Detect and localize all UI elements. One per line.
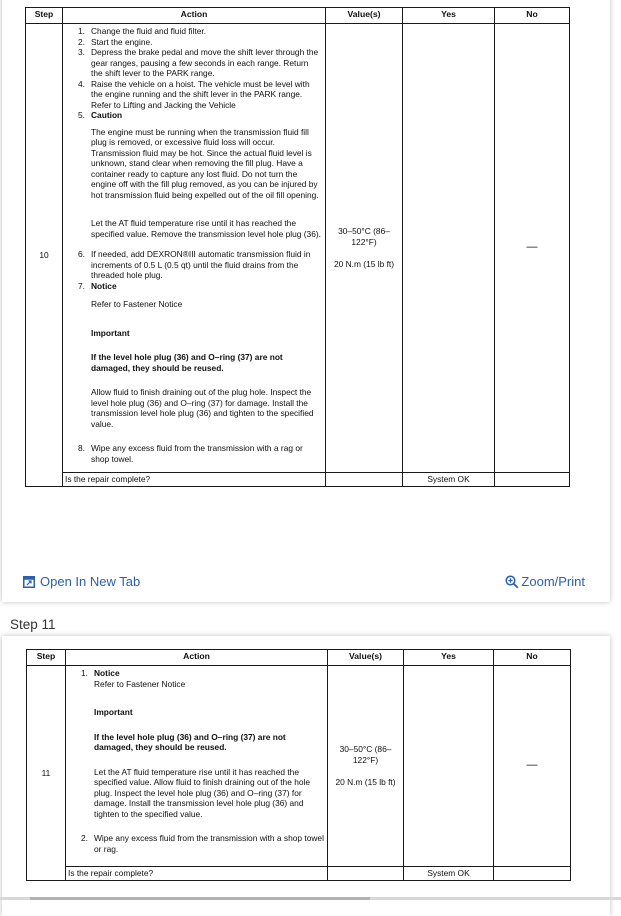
yes-cell: [404, 666, 494, 867]
action-cell: [66, 666, 328, 867]
table-row: [26, 24, 570, 473]
question-row: [27, 867, 571, 881]
fastener-reference: Refer to Fastener Notice: [94, 678, 186, 689]
caution-text: The engine must be running when the transmission fluid fill plug is removed, or excessive fluid loss will occur. Transmission fluid may be hot. Since the actual fluid level is unknown, stand clear when removing the fill plug. Have a container ready to capture any lost fluid. Do not turn the engine off with the fill plug removed, as you can be injured by hot transmission fluid being expelled out of the oil fill opening.: [91, 126, 319, 200]
step11-heading: Step 11: [10, 617, 56, 632]
step-number: 10: [26, 24, 63, 487]
link-bar: [23, 572, 585, 592]
important-text: If the level hole plug (36) and O–ring (37) are not damaged, they should be reused.: [94, 731, 286, 752]
list-item: 6. If needed, add DEXRON®III automatic transmission fluid in increments of 0.5 L (0.5 qt) until the fluid drains from the threaded hole plug.: [78, 249, 311, 280]
temperature-value: 30–50°C (86–122°F): [339, 744, 392, 765]
header-action: Action: [63, 8, 326, 24]
values-cell: [328, 666, 404, 867]
no-cell: —: [495, 24, 570, 473]
zoom-icon: [505, 575, 519, 589]
header-yes: Yes: [404, 650, 494, 666]
important-title: Important: [91, 327, 130, 338]
fastener-reference: Refer to Fastener Notice: [91, 299, 183, 309]
table-row: [27, 666, 571, 867]
list-item: 8. Wipe any excess fluid from the transmission with a rag or shop towel.: [78, 443, 303, 464]
list-item: 1. Notice Refer to Fastener Notice Important If the level hole plug (36) and O–ring (37) are not damaged, they should be reused. Let the AT fluid temperature rise until it has reached the specified value. Allow fluid to finish draining out of the hole plug. Inspect the level hole plug (36) and O–ring (37) for damage. Install the transmission level hole plug (36) and tighten to the specified value.: [70, 668, 324, 833]
header-action: Action: [66, 650, 328, 666]
open-tab-icon: [23, 576, 35, 588]
lifting-reference: Refer to Lifting and Jacking the Vehicle: [91, 99, 236, 110]
action-cell: [63, 24, 326, 473]
header-values: Value(s): [328, 650, 404, 666]
header-no: No: [494, 650, 571, 666]
header-step: Step: [27, 650, 66, 666]
important-title: Important: [94, 707, 133, 717]
list-item: 2. Wipe any excess fluid from the transmission with a shop towel or rag.: [81, 833, 324, 854]
list-item: 1. Change the fluid and fluid filter.: [78, 26, 207, 36]
table-header-row: [26, 8, 570, 24]
values-cell: [326, 24, 403, 473]
question-row: [26, 473, 570, 487]
important-text: If the level hole plug (36) and O–ring (37) are not damaged, they should be reused.: [91, 352, 283, 373]
header-step: Step: [26, 8, 63, 24]
step10-table: [25, 7, 570, 487]
list-item: 4. Raise the vehicle on a hoist. The vehicle must be level with the engine running and the shift lever in the PARK range. Refer to Lifting and Jacking the Vehicle: [78, 78, 310, 110]
notice-title: Notice: [94, 668, 120, 678]
repair-question: Is the repair complete?: [66, 867, 328, 881]
caution-title: Caution: [91, 110, 123, 120]
system-ok: System OK: [404, 867, 494, 881]
torque-value: 20 N.m (15 lb ft): [335, 777, 396, 788]
notice-title: Notice: [91, 280, 117, 291]
step7-instruction: Allow fluid to finish draining out of the plug hole. Inspect the level hole plug (36) and O–ring (37) for damage. Install the transmission level hole plug (36) and tighten to the specified value.: [91, 387, 314, 429]
temperature-value: 30–50°C (86–122°F): [338, 226, 390, 247]
header-no: No: [495, 8, 570, 24]
step5-instruction: Let the AT fluid temperature rise until it has reached the specified value. Remove the transmission level hole plug (36).: [91, 218, 321, 239]
zoom-print-link[interactable]: Zoom/Print: [505, 574, 585, 589]
yes-cell: [403, 24, 495, 473]
no-cell: —: [494, 666, 571, 867]
open-new-tab-link[interactable]: Open In New Tab: [23, 574, 140, 589]
repair-question: Is the repair complete?: [63, 473, 326, 487]
step1-instruction: Let the AT fluid temperature rise until it has reached the specified value. Allow fluid to finish draining out of the hole plug. Inspect the level hole plug (36) and O–ring (37) for damage. Install the transmission level hole plug (36) and tighten to the specified value.: [94, 766, 311, 819]
torque-value: 20 N.m (15 lb ft): [333, 259, 395, 270]
table-header-row: [27, 650, 571, 666]
list-item: 5. Caution The engine must be running when the transmission fluid fill plug is removed, or excessive fluid loss will occur. Transmission fluid may be hot. Since the actual fluid level is unknown, stand clear when removing the fill plug. Have a container ready to capture any lost fluid. Do not turn the engine off with the fill plug removed, as you can be injured by hot transmission fluid being expelled out of the oil fill opening. Let the AT fluid temperature rise until it has reached the specified value. Remove the transmission level hole plug (36).: [78, 110, 321, 239]
list-item: 3. Depress the brake pedal and move the shift lever through the gear ranges, pausing a few seconds in each range. Return the shift lever to the PARK range.: [78, 47, 319, 78]
list-item: 2. Start the engine.: [78, 36, 153, 47]
header-yes: Yes: [403, 8, 495, 24]
system-ok: System OK: [403, 473, 495, 487]
step11-table: [26, 649, 571, 881]
step-number: 11: [27, 666, 66, 881]
header-values: Value(s): [326, 8, 403, 24]
list-item: 7. Notice Refer to Fastener Notice Important If the level hole plug (36) and O–ring (37) are not damaged, they should be reused. Allow fluid to finish draining out of the plug hole. Inspect the level hole plug (36) and O–ring (37) for damage. Install the transmission level hole plug (36) and tighten to the specified value.: [67, 281, 322, 444]
